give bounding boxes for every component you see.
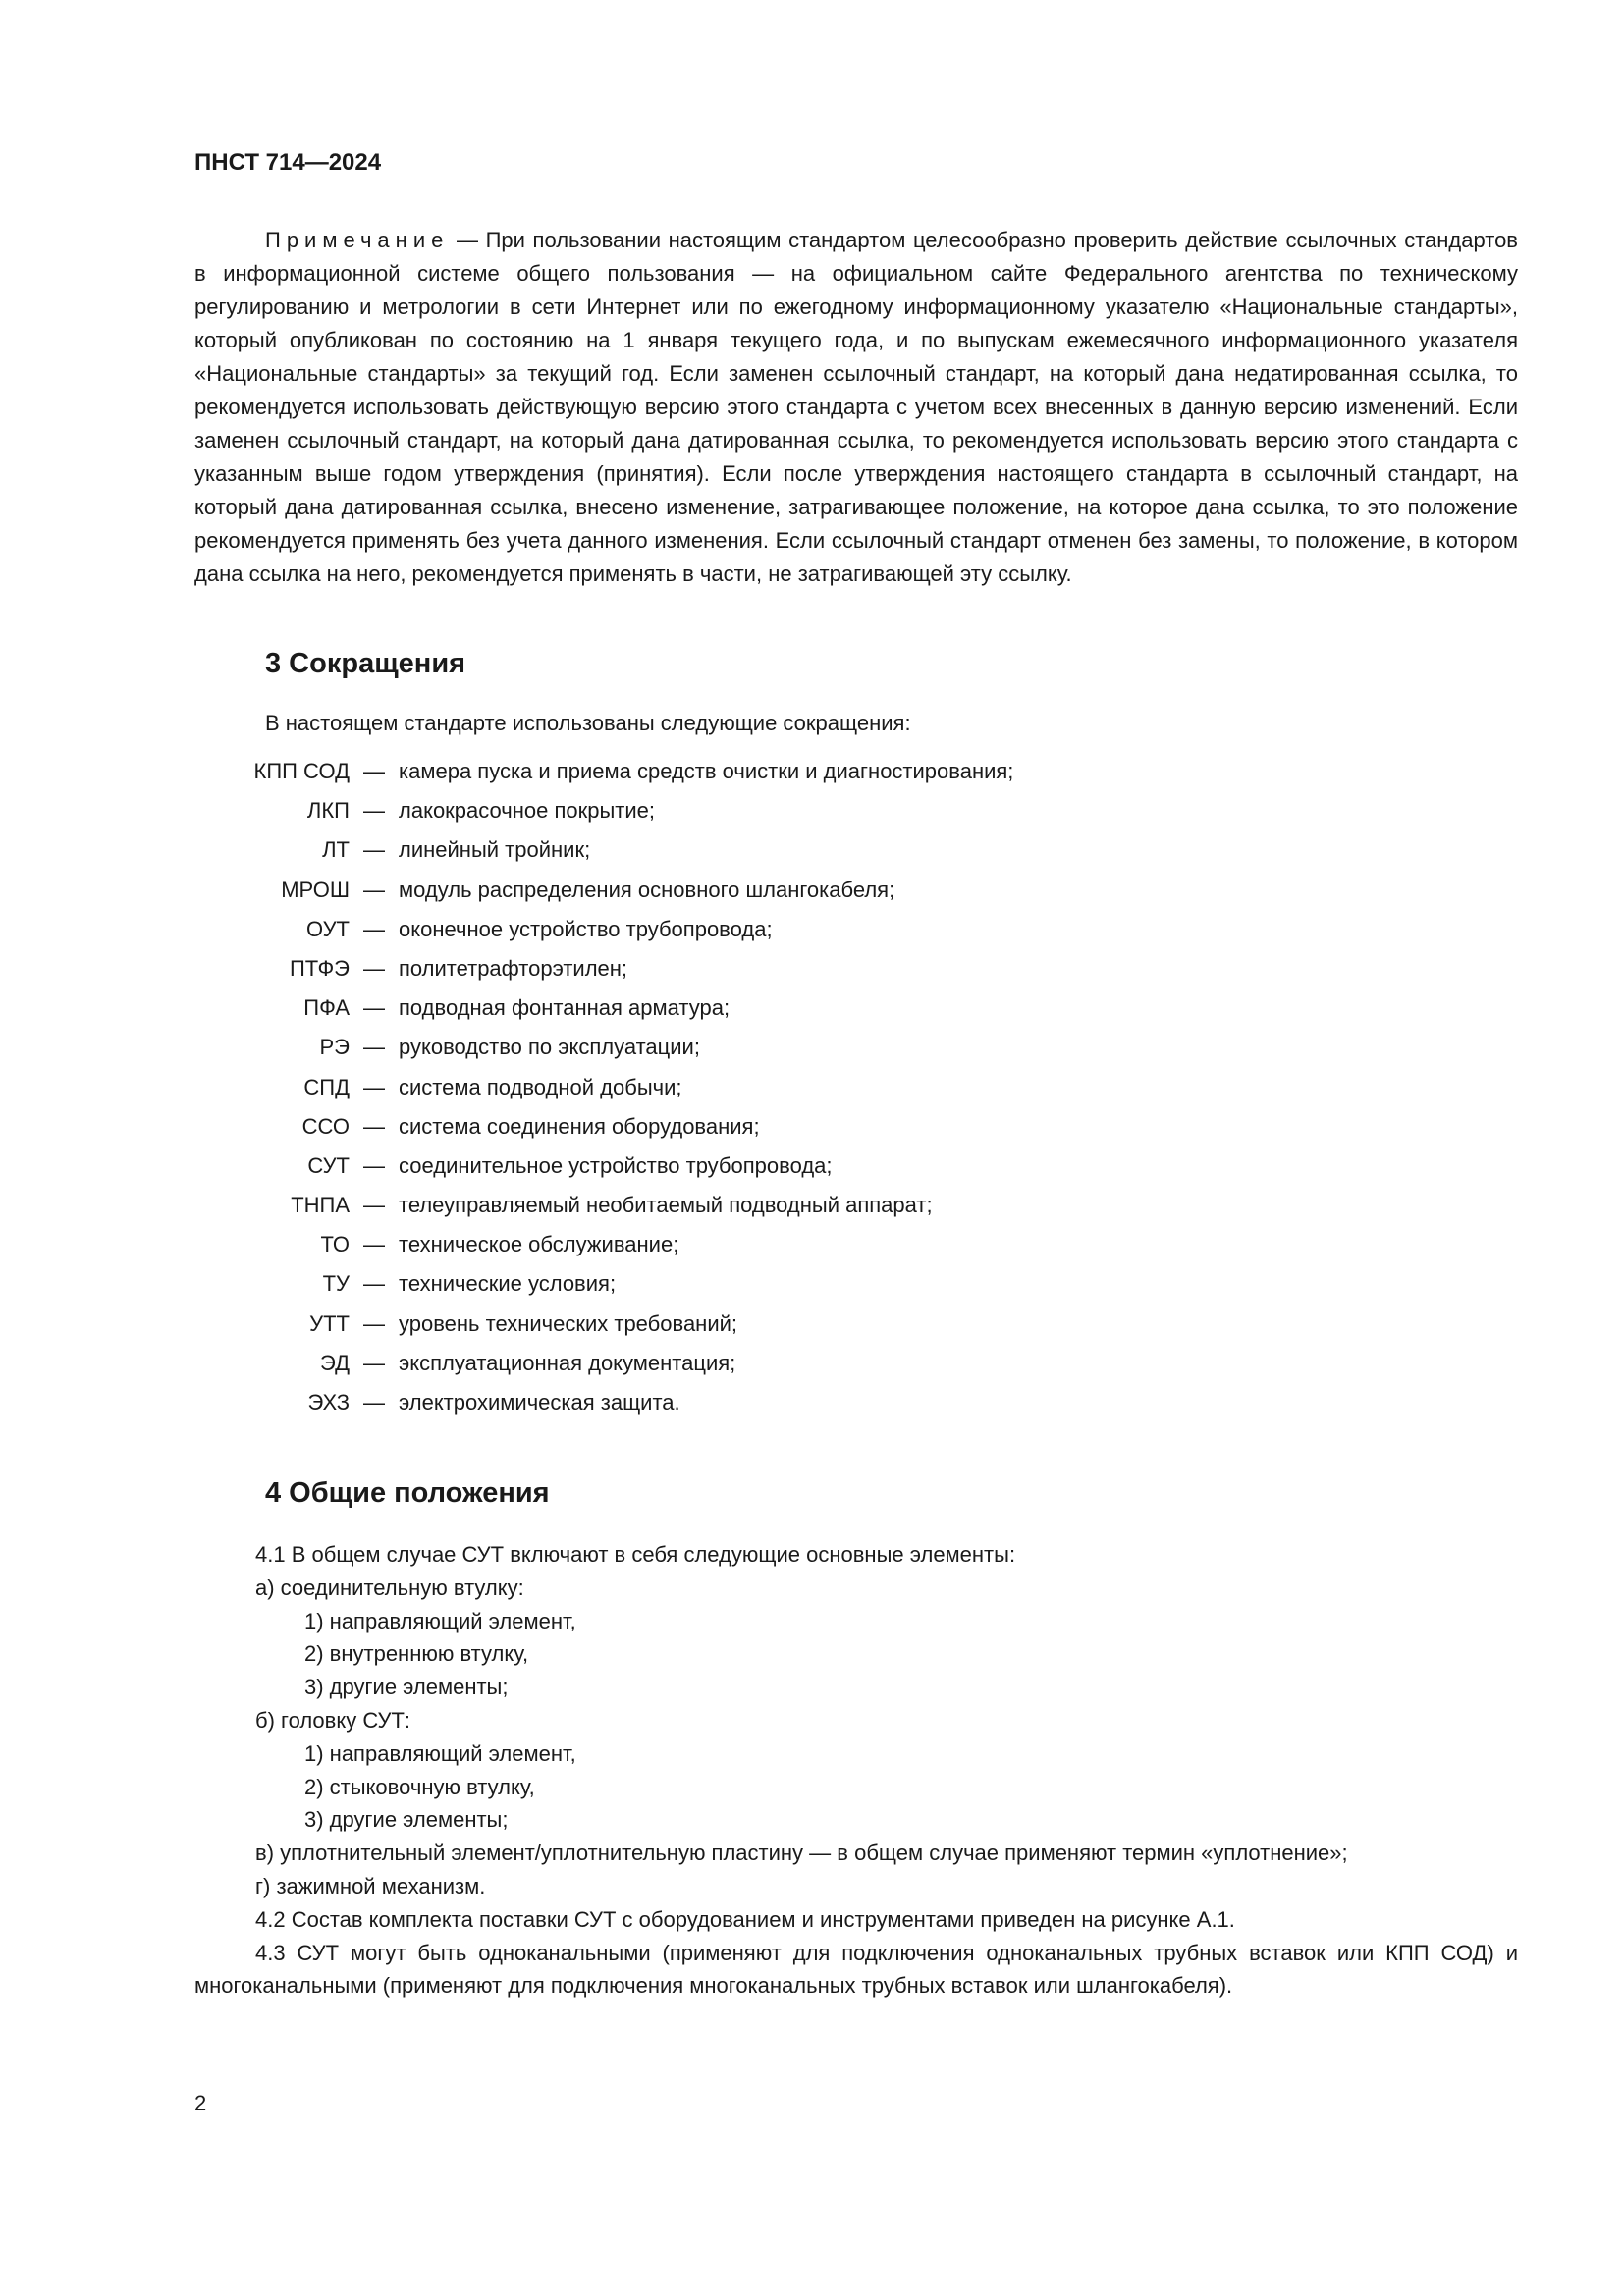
abbreviation-term: ТУ xyxy=(322,1271,350,1297)
document-id: ПНСТ 714—2024 xyxy=(194,149,382,176)
list-item-b: б) головку СУТ: xyxy=(255,1707,411,1733)
abbreviation-definition: лакокрасочное покрытие; xyxy=(399,798,656,824)
section-4-body xyxy=(194,1538,1518,2002)
abbreviation-dash: — xyxy=(363,1271,385,1297)
list-item-g: г) зажимной механизм. xyxy=(255,1873,486,1898)
abbreviation-definition: соединительное устройство трубопровода; xyxy=(399,1152,833,1178)
abbreviation-definition: руководство по эксплуатации; xyxy=(399,1035,700,1060)
abbreviation-dash: — xyxy=(363,1113,385,1139)
abbreviation-dash: — xyxy=(363,1074,385,1099)
abbreviation-item xyxy=(196,1225,1013,1264)
abbreviation-definition: электрохимическая защита. xyxy=(399,1390,680,1415)
abbreviation-definition: система соединения оборудования; xyxy=(399,1113,760,1139)
section-3-heading: 3 Сокращения xyxy=(265,648,466,679)
note-label: Примечание xyxy=(265,228,450,252)
abbreviation-term: ПФА xyxy=(303,995,350,1021)
abbreviation-dash: — xyxy=(363,877,385,902)
abbreviation-term: ССО xyxy=(301,1113,350,1139)
note-paragraph xyxy=(194,224,1518,591)
abbreviation-item xyxy=(196,1186,1013,1225)
abbreviation-term: СПД xyxy=(303,1074,350,1099)
abbreviation-item xyxy=(196,1344,1013,1383)
abbreviation-dash: — xyxy=(363,1035,385,1060)
abbreviation-dash: — xyxy=(363,995,385,1021)
abbreviation-dash: — xyxy=(363,798,385,824)
abbreviation-list xyxy=(196,752,1013,1422)
abbreviation-definition: политетрафторэтилен; xyxy=(399,955,628,981)
note-text: — При пользовании настоящим стандартом целесообразно проверить действие ссылочных стандартов в информационной системе общего пользования — на официальном сайте Федерального агентства по техническому регулированию и метрологии в сети Интернет или по ежегодному информационному указателю «Национальные стандарты», который опубликован по состоянию на 1 января текущего года, и по выпускам ежемесячного информационного указателя «Национальные стандарты» за текущий год. Если заменен ссылочный стандарт, на который дана недатированная ссылка, то рекомендуется использовать действующую версию этого стандарта с учетом всех внесенных в данную версию изменений. Если заменен ссылочный стандарт, на который дана датированная ссылка, то рекомендуется использовать версию этого стандарта с указанным выше годом утверждения (принятия). Если после утверждения настоящего стандарта в ссылочный стандарт, на который дана датированная ссылка, внесено изменение, затрагивающее положение, на которое дана ссылка, то это положение рекомендуется применять без учета данного изменения. Если ссылочный стандарт отменен без замены, то положение, в котором дана ссылка на него, рекомендуется применять в части, не затрагивающей эту ссылку. xyxy=(194,228,1518,586)
abbreviation-term: ЭХЗ xyxy=(307,1390,350,1415)
abbreviation-dash: — xyxy=(363,955,385,981)
abbreviation-definition: камера пуска и приема средств очистки и диагностирования; xyxy=(399,759,1014,783)
abbreviation-term: ЛТ xyxy=(322,837,350,863)
page-number: 2 xyxy=(194,2091,207,2115)
abbreviation-term: ЛКП xyxy=(306,798,350,824)
abbreviation-dash: — xyxy=(363,759,385,783)
list-item-v: в) уплотнительный элемент/уплотнительную пластину — в общем случае применяют термин «уплотнение»; xyxy=(255,1841,1348,1866)
abbreviation-term: ТО xyxy=(320,1232,350,1257)
abbreviation-item xyxy=(196,1264,1013,1304)
abbreviation-item xyxy=(196,871,1013,910)
list-item-a: а) соединительную втулку: xyxy=(255,1575,524,1600)
list-item-b2: 2) стыковочную втулку, xyxy=(304,1774,535,1799)
abbreviation-item xyxy=(196,949,1013,988)
list-item-b1: 1) направляющий элемент, xyxy=(304,1740,576,1766)
clause-4-1: 4.1 В общем случае СУТ включают в себя следующие основные элементы: xyxy=(255,1542,1016,1567)
abbreviation-term: ЭД xyxy=(320,1350,350,1375)
list-item-a1: 1) направляющий элемент, xyxy=(304,1608,576,1633)
abbreviation-term: СУТ xyxy=(307,1152,350,1178)
abbreviation-term: РЭ xyxy=(319,1035,350,1060)
abbreviation-item xyxy=(196,830,1013,870)
abbreviation-item xyxy=(196,1383,1013,1422)
abbreviation-definition: система подводной добычи; xyxy=(399,1074,682,1099)
abbreviation-item xyxy=(196,988,1013,1028)
abbreviation-term: ТНПА xyxy=(291,1193,350,1218)
abbreviation-definition: линейный тройник; xyxy=(399,837,591,863)
abbreviation-item xyxy=(196,1068,1013,1107)
abbreviation-item xyxy=(196,1028,1013,1067)
abbreviation-definition: технические условия; xyxy=(399,1271,617,1297)
abbreviation-item xyxy=(196,910,1013,949)
list-item-a3: 3) другие элементы; xyxy=(304,1675,509,1700)
clause-4-2: 4.2 Состав комплекта поставки СУТ с оборудованием и инструментами приведен на рисунке А.1. xyxy=(255,1906,1235,1932)
abbreviation-term: КПП СОД xyxy=(253,759,350,783)
abbreviation-item xyxy=(196,752,1013,791)
abbreviation-dash: — xyxy=(363,916,385,941)
abbreviation-term: УТТ xyxy=(309,1310,350,1336)
abbreviation-term: МРОШ xyxy=(281,877,350,902)
section-4-heading: 4 Общие положения xyxy=(265,1477,550,1509)
abbreviation-dash: — xyxy=(363,1152,385,1178)
abbreviation-dash: — xyxy=(363,1390,385,1415)
abbreviation-item xyxy=(196,1305,1013,1344)
abbreviation-definition: подводная фонтанная арматура; xyxy=(399,995,731,1021)
list-item-a2: 2) внутреннюю втулку, xyxy=(304,1641,529,1667)
abbreviation-definition: телеуправляемый необитаемый подводный аппарат; xyxy=(399,1193,933,1218)
abbreviation-definition: модуль распределения основного шлангокабеля; xyxy=(399,877,895,902)
abbreviation-item xyxy=(196,791,1013,830)
clause-4-3: 4.3 СУТ могут быть одноканальными (применяют для подключения одноканальных трубных вставок или КПП СОД) и многоканальными (применяют для подключения многоканальных трубных вставок или шлангокабеля). xyxy=(194,1940,1518,1999)
abbreviation-dash: — xyxy=(363,1232,385,1257)
abbreviation-dash: — xyxy=(363,837,385,863)
abbreviation-definition: техническое обслуживание; xyxy=(399,1232,679,1257)
abbreviation-item xyxy=(196,1147,1013,1186)
abbreviation-definition: уровень технических требований; xyxy=(399,1310,738,1336)
section-3-intro: В настоящем стандарте использованы следующие сокращения: xyxy=(265,711,911,735)
abbreviation-dash: — xyxy=(363,1350,385,1375)
abbreviation-definition: эксплуатационная документация; xyxy=(399,1350,736,1375)
list-item-b3: 3) другие элементы; xyxy=(304,1807,509,1833)
abbreviation-dash: — xyxy=(363,1310,385,1336)
abbreviation-dash: — xyxy=(363,1193,385,1218)
abbreviation-term: ОУТ xyxy=(305,916,350,941)
abbreviation-term: ПТФЭ xyxy=(289,955,350,981)
abbreviation-definition: оконечное устройство трубопровода; xyxy=(399,916,773,941)
abbreviation-item xyxy=(196,1107,1013,1147)
